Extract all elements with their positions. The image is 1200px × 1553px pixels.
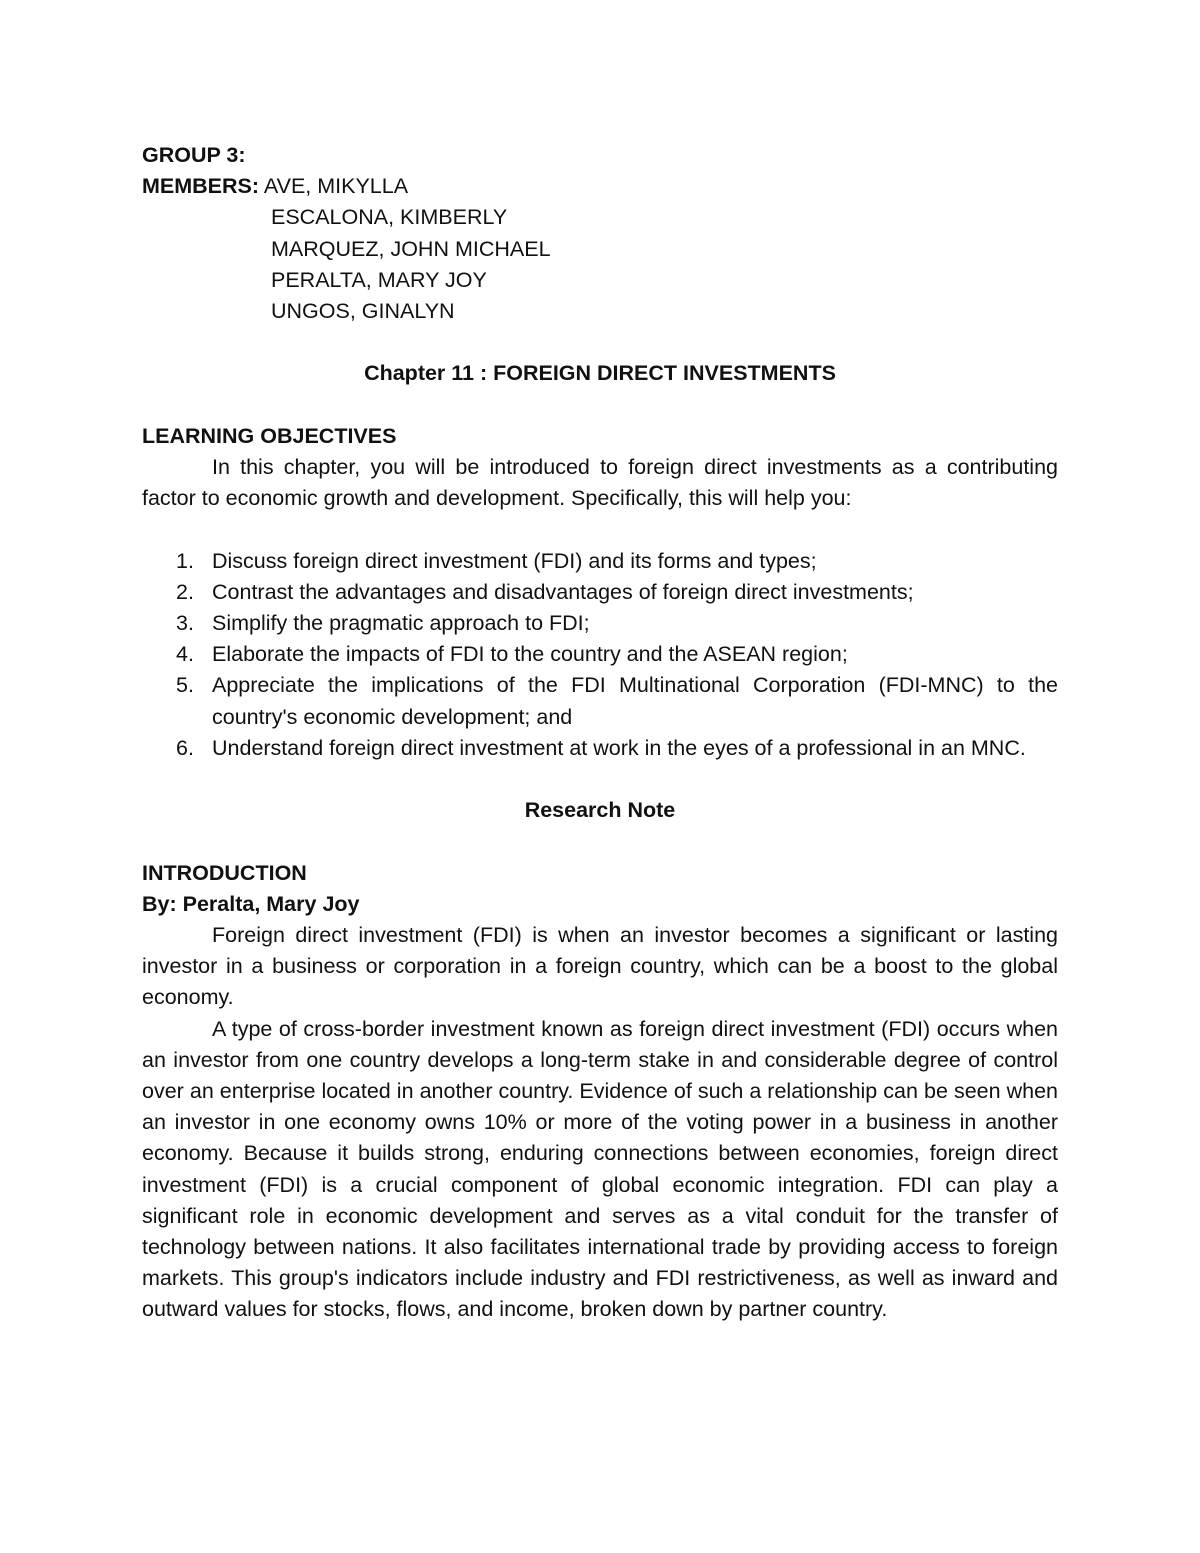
chapter-title: Chapter 11 : FOREIGN DIRECT INVESTMENTS bbox=[364, 361, 836, 386]
list-item-text: Elaborate the impacts of FDI to the country and the ASEAN region; bbox=[212, 642, 848, 667]
list-item-text: Contrast the advantages and disadvantages of foreign direct investments; bbox=[212, 579, 914, 604]
member-name: PERALTA, MARY JOY bbox=[271, 267, 487, 292]
list-number: 2. bbox=[176, 579, 194, 604]
list-item-text: Discuss foreign direct investment (FDI) and its forms and types; bbox=[212, 548, 817, 573]
introduction-paragraph: A type of cross-border investment known as foreign direct investment (FDI) occurs when an investor from one country develops a long-term stake in and considerable degree of control over an enterprise located in another country. Evidence of such a relationship can be seen when an investor in one economy owns 10% or more of the voting power in a business in another economy. Because it builds strong, enduring connections between economies, foreign direct investment (FDI) is a crucial component of global economic integration. FDI can play a significant role in economic development and serves as a vital conduit for the transfer of technology between nations. It also facilitates international trade by providing access to foreign markets. This group's indicators include industry and FDI restrictiveness, as well as inward and outward values for stocks, flows, and income, broken down by partner country. bbox=[142, 1016, 1058, 1322]
list-item bbox=[142, 577, 1058, 608]
list-number: 5. bbox=[176, 673, 194, 698]
member-name: AVE, MIKYLLA bbox=[263, 174, 409, 199]
research-note-title: Research Note bbox=[524, 798, 676, 823]
members-label: MEMBERS: bbox=[142, 174, 260, 199]
list-item bbox=[142, 608, 1058, 639]
list-item bbox=[142, 733, 1058, 764]
learning-objectives-heading: LEARNING OBJECTIVES bbox=[142, 423, 397, 448]
members-line-first bbox=[142, 171, 1058, 202]
list-item-text: Appreciate the implications of the FDI Multinational Corporation (FDI-MNC) to the country's economic development; and bbox=[212, 673, 1058, 729]
list-number: 4. bbox=[176, 642, 194, 667]
introduction-heading: INTRODUCTION bbox=[142, 860, 307, 885]
member-name: ESCALONA, KIMBERLY bbox=[271, 205, 508, 230]
introduction-paragraph: Foreign direct investment (FDI) is when an investor becomes a significant or lasting investor in a business or corporation in a foreign country, which can be a boost to the global economy. bbox=[142, 923, 1058, 1010]
introduction-byline: By: Peralta, Mary Joy bbox=[142, 891, 360, 916]
document-page bbox=[142, 140, 1058, 1326]
member-name: MARQUEZ, JOHN MICHAEL bbox=[271, 236, 551, 261]
learning-objectives-intro: In this chapter, you will be introduced to foreign direct investments as a contributing factor to economic growth and development. Specifically, this will help you: bbox=[142, 455, 1058, 511]
objectives-list bbox=[142, 546, 1058, 764]
list-item-text: Understand foreign direct investment at work in the eyes of a professional in an MNC. bbox=[212, 735, 1026, 760]
group-label: GROUP 3: bbox=[142, 143, 246, 167]
list-number: 6. bbox=[176, 735, 194, 760]
list-number: 3. bbox=[176, 611, 194, 635]
list-number: 1. bbox=[176, 548, 194, 573]
member-name: UNGOS, GINALYN bbox=[271, 299, 455, 324]
list-item bbox=[142, 639, 1058, 670]
list-item-text: Simplify the pragmatic approach to FDI; bbox=[212, 611, 590, 635]
list-item bbox=[142, 546, 1058, 577]
list-item bbox=[142, 670, 1058, 732]
